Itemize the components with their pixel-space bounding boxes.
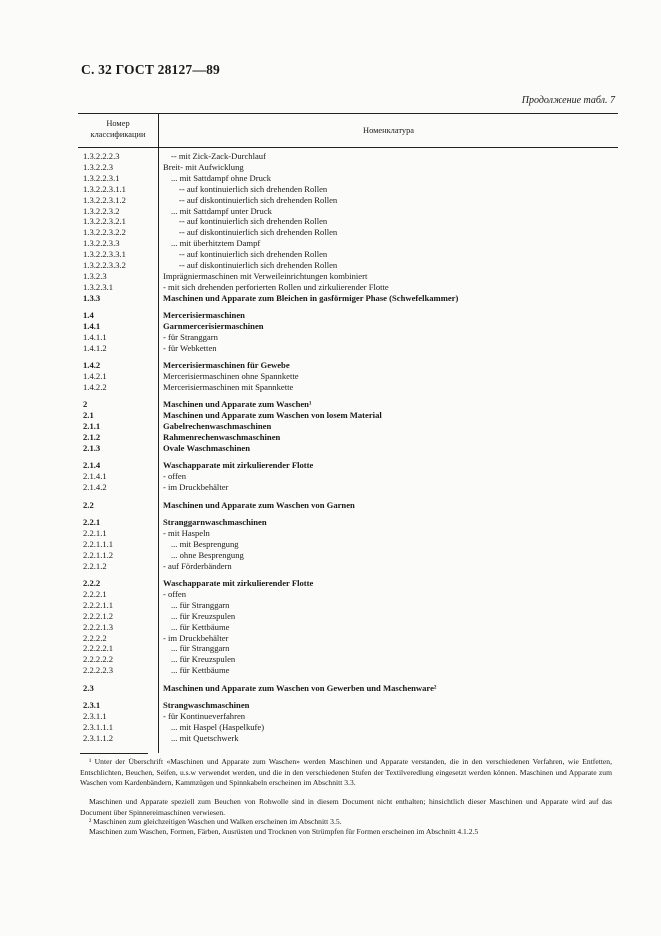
classification-code: 1.3.2.2.3.2.2 [83,227,126,238]
nomenclature-entry: ... mit Quetschwerk [171,732,239,743]
classification-code: 2.3 [83,682,94,693]
table-row [0,578,661,589]
classification-code: 1.3.2.3 [83,270,107,281]
nomenclature-entry: Strangwaschmaschinen [163,700,250,710]
table-row [0,371,661,382]
table-row [0,733,661,744]
table-row [0,471,661,482]
table-row [0,382,661,393]
classification-code: 1.3.3 [83,292,101,303]
table-row [0,321,661,332]
nomenclature-entry: -- auf diskontinuierlich sich drehenden Rollen [179,194,338,205]
table-row [0,460,661,471]
nomenclature-entry: - für Kontinueverfahren [163,710,246,721]
classification-code: 1.3.2.2.2.3 [83,151,120,161]
page-title: С. 32 ГОСТ 28127—89 [81,62,220,77]
classification-code: 2.2.1.1.2 [83,549,114,560]
nomenclature-entry: -- auf kontinuierlich sich drehenden Rollen [179,249,328,260]
nomenclature-entry: -- auf diskontinuierlich sich drehenden Rollen [179,260,338,270]
nomenclature-entry: Maschinen und Apparate zum Waschen von losem Material [163,410,382,421]
classification-code: 1.4.2 [83,360,101,371]
nomenclature-entry: ... mit Haspel (Haspelkufe) [171,721,265,732]
nomenclature-entry: - im Druckbehälter [163,632,229,643]
table-row [0,517,661,528]
table-row [0,151,661,162]
classification-code: 1.3.2.2.3 [83,161,114,172]
classification-code: 1.3.2.2.3.3.2 [83,260,126,270]
nomenclature-entry: Mercerisiermaschinen [163,310,245,321]
table-row [0,654,661,665]
classification-code: 1.4 [83,310,94,321]
classification-code: 2.2.2.2.2 [83,654,114,665]
classification-code: 1.3.2.2.3.1.2 [83,194,126,205]
table-top-rule [78,113,618,114]
nomenclature-entry: ... ohne Besprengung [171,549,244,560]
table-row [0,622,661,633]
table-row [0,249,661,260]
table-row [0,410,661,421]
column-header-code [79,118,157,140]
nomenclature-entry: Maschinen und Apparate zum Bleichen in gasförmiger Phase (Schwefelkammer) [163,292,459,303]
classification-code: 2.2.2.2.3 [83,665,114,676]
nomenclature-entry: Breit- mit Aufwicklung [163,161,244,172]
classification-code: 2.1.1 [83,421,101,432]
table-row [0,665,661,676]
table-header-rule [78,147,618,148]
nomenclature-entry: Stranggarnwaschmaschinen [163,517,267,527]
table-row [0,332,661,343]
table-row [0,633,661,644]
classification-code: 1.4.2.1 [83,371,107,382]
classification-code: 2.3.1.1 [83,710,107,721]
nomenclature-entry: - für Stranggarn [163,331,218,342]
nomenclature-entry: Gabelrechenwaschmaschinen [163,421,272,432]
table-row [0,432,661,443]
nomenclature-entry: ... für Kreuzspulen [171,610,236,621]
nomenclature-entry: ... für Kettbäume [171,621,230,632]
nomenclature-entry: - im Druckbehälter [163,482,229,493]
table-row [0,227,661,238]
nomenclature-entry: -- auf kontinuierlich sich drehenden Rollen [179,183,328,194]
classification-code: 1.3.2.3.1 [83,281,114,292]
classification-code: 2.1.4.1 [83,471,107,482]
classification-code: 2.1.2 [83,432,101,443]
table-row [0,700,661,711]
classification-code: 1.3.2.2.3.1.1 [83,183,126,194]
footnote-2-continued: Maschinen zum Waschen, Formen, Färben, Ausrüsten und Trocknen von Strümpfen für Formen erscheinen im Abschnitt 4.1.2.5 [89,827,479,836]
nomenclature-entry: -- auf kontinuierlich sich drehenden Rollen [179,216,328,227]
nomenclature-entry: ... für Stranggarn [171,643,230,654]
nomenclature-entry: -- mit Zick-Zack-Durchlauf [171,151,266,161]
nomenclature-entry: ... für Kettbäume [171,665,230,676]
table-row [0,206,661,217]
classification-code: 2.1.4.2 [83,482,107,493]
classification-code: 2.1.3 [83,443,101,453]
table-row [0,589,661,600]
nomenclature-entry: - für Webketten [163,342,217,353]
table-row [0,293,661,304]
nomenclature-entry: Mercerisiermaschinen mit Spannkette [163,382,294,392]
classification-code: 2.2.2.2.1 [83,643,114,654]
table-row [0,500,661,511]
footnote-rule [80,753,148,754]
table-row [0,173,661,184]
classification-code: 2 [83,399,88,410]
table-row [0,550,661,561]
classification-code: 2.3.1.1.1 [83,721,114,732]
nomenclature-entry: ... mit Besprengung [171,538,239,549]
table-row [0,443,661,454]
classification-code: 2.2.1.2 [83,560,107,571]
nomenclature-entry: - auf Förderbändern [163,560,232,571]
table-row [0,643,661,654]
nomenclature-entry: Garnmercerisiermaschinen [163,321,264,331]
nomenclature-entry: -- auf diskontinuierlich sich drehenden Rollen [179,227,338,238]
table-row [0,195,661,206]
table-row [0,238,661,249]
table-row [0,360,661,371]
column-header-nomenclature: Номенклатура [363,126,414,135]
nomenclature-entry: ... für Kreuzspulen [171,654,236,665]
table-row [0,184,661,195]
table-row [0,282,661,293]
table-row [0,421,661,432]
nomenclature-entry: Ovale Waschmaschinen [163,443,250,453]
nomenclature-entry: ... mit Sattdampf unter Druck [171,205,272,216]
classification-code: 2.3.1.1.2 [83,732,114,743]
nomenclature-entry: Imprägniermaschinen mit Verweileinrichtungen kombiniert [163,270,368,281]
classification-code: 1.3.2.2.3.2.1 [83,216,126,227]
table-row [0,561,661,572]
classification-code: 2.1.4 [83,460,101,471]
table-row [0,482,661,493]
classification-code: 2.2.2.2 [83,632,107,643]
classification-code: 2.2.1.1 [83,527,107,538]
table-row [0,310,661,321]
classification-code: 2.2.2 [83,578,101,588]
classification-code: 1.4.1.2 [83,342,107,353]
table-row [0,343,661,354]
classification-code: 1.4.1 [83,321,101,331]
nomenclature-entry: - mit sich drehenden perforierten Rollen und zirkulierender Flotte [163,281,389,292]
classification-code: 2.1 [83,410,94,421]
footnote-2: ² Maschinen zum gleichzeitigen Waschen und Walken erscheinen im Abschnitt 3.5. [89,817,342,826]
table-row [0,528,661,539]
classification-code: 2.2 [83,499,94,510]
classification-code: 1.3.2.2.3.1 [83,172,120,183]
classification-code: 1.4.1.1 [83,331,107,342]
nomenclature-entry: Waschapparate mit zirkulierender Flotte [163,578,314,588]
nomenclature-entry: Maschinen und Apparate zum Waschen¹ [163,399,312,410]
nomenclature-entry: ... für Stranggarn [171,599,230,610]
classification-code: 1.3.2.2.3.3.1 [83,249,126,260]
table-row [0,539,661,550]
classification-code: 2.2.1.1.1 [83,538,114,549]
column-header-code-line1: Номер [106,119,130,128]
nomenclature-entry: ... mit Sattdampf ohne Druck [171,172,272,183]
classification-code: 2.2.2.1.3 [83,621,114,632]
table-row [0,260,661,271]
classification-code: 2.2.2.1 [83,588,107,599]
nomenclature-entry: Maschinen und Apparate zum Waschen von Gewerben und Maschenware² [163,682,437,693]
table-row [0,683,661,694]
nomenclature-entry: Waschapparate mit zirkulierender Flotte [163,460,314,471]
table-row [0,600,661,611]
table-row [0,711,661,722]
nomenclature-entry: - mit Haspeln [163,527,210,538]
classification-code: 2.3.1 [83,700,101,710]
table-continuation-label: Продолжение табл. 7 [521,95,615,106]
table-row [0,162,661,173]
classification-code: 1.3.2.2.3.3 [83,238,120,249]
table-row [0,271,661,282]
classification-code: 2.2.1 [83,517,101,527]
column-header-code-line2: классификации [90,130,146,139]
classification-code: 2.2.2.1.2 [83,610,114,621]
classification-code: 1.3.2.2.3.2 [83,205,120,216]
table-row [0,722,661,733]
nomenclature-entry: - offen [163,588,186,599]
nomenclature-entry: ... mit überhitztem Dampf [171,238,261,249]
footnote-1-continued: Maschinen und Apparate speziell zum Beuchen von Rohwolle sind in diesem Document nicht enthalten; hinsichtlich dieser Maschinen und Apparate wird auf das Document über Spinnereimaschinen verwiesen. [80,797,612,817]
table-row [0,399,661,410]
nomenclature-entry: Mercerisiermaschinen für Gewebe [163,360,290,371]
table-row [0,611,661,622]
table-row [0,216,661,227]
nomenclature-entry: Mercerisiermaschinen ohne Spannkette [163,371,299,382]
nomenclature-entry: Maschinen und Apparate zum Waschen von Garnen [163,499,355,510]
classification-code: 1.4.2.2 [83,382,107,392]
classification-code: 2.2.2.1.1 [83,599,114,610]
footnote-1: ¹ Unter der Übersсhrift «Maschinen und Apparate zum Waschen» werden Maschinen und Apparate verstanden, die in den verschiedenen Verfahren, wie Entfetten, Entschlichten, Beuchen, Seifen, u.s.w verwendet werden, und die in den verschiedenen Stufen der Textilveredlung eingesetzt werden können. Maschinen und Apparate zum Waschen vom Kardenbändern, Kammzügen und Spinnkabeln erscheinen im Abschnitt 3.3. [80,757,612,787]
nomenclature-entry: Rahmenrechenwaschmaschinen [163,432,281,443]
nomenclature-entry: - offen [163,471,186,482]
